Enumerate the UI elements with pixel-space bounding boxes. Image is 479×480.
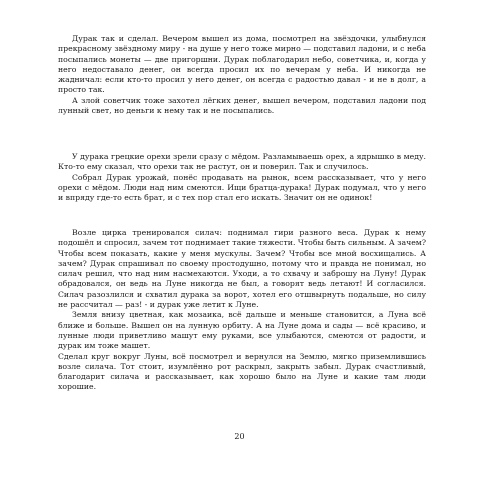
story-section-money — [58, 34, 426, 116]
page-number: 20 — [234, 432, 245, 441]
paragraph: Собрал Дурак урожай, понёс продавать на рынок, всем рассказывает, что у него орехи с мёдом. Люди над ним смеются. Ищи братца-дурака! Дурак подумал, что у него и впряду где-то есть брат, и с тех пор стал его искать. Значит он не одинок! — [58, 172, 426, 203]
paragraph: Возле цирка тренировался силач: поднимал гири разного веса. Дурак к нему подошёл и спросил, зачем тот поднимает такие тяжести. Чтобы быть сильным. А зачем? Чтобы всем показать, какие у меня мускулы. Зачем? Чтобы все мной восхищались. А зачем? Дурак спрашивал по своему простодушно, потому что и правда не понимал, но силач решил, что над ним насмехаются. Уходи, а то схвачу и заброшу на Луну! Дурак обрадовался, он ведь на Луне никогда не был, а говорят ведь летают! И согласился. Силач разозлился и схватил дурака за ворот, хотел его отшвырнуть подальше, но силу не рассчитал — раз! - и дурак уже летит к Луне. — [58, 228, 426, 310]
paragraph: А злой советчик тоже захотел лёгких денег, вышел вечером, подставил ладони под лунный свет, но деньги к нему так и не посыпались. — [58, 95, 426, 116]
paragraph: У дурака грецкие орехи зрели сразу с мёдом. Разламываешь орех, а ядрышко в меду. Кто-то ему сказал, что орехи так не растут, он и поверил. Так и случилось. — [58, 152, 426, 172]
paragraph: Земля внизу цветная, как мозаика, всё дальше и меньше становится, а Луна всё ближе и больше. Вышел он на лунную орбиту. А на Луне дома и сады — всё красиво, и лунные люди приветливо машут ему руками, все улыбаются, смеются от радости, и дурак им тоже машет. — [58, 310, 426, 351]
paragraph: Дурак так и сделал. Вечером вышел из дома, посмотрел на звёздочки, улыбнулся прекрасному звёздному миру - на душе у него тоже мирно — подставил ладони, и с неба посыпались монеты — две пригоршни. Дурак поблагодарил небо, советчика, и, когда у него недоставало денег, он всегда просил их по вечерам у неба. И никогда не жадничал: если кто-то просил у него денег, он всегда с радостью давал - и не в долг, а просто так. — [58, 34, 426, 95]
story-section-walnuts — [58, 152, 426, 203]
paragraph: Сделал круг вокруг Луны, всё посмотрел и вернулся на Землю, мягко приземлившись возле силача. Тот стоит, изумлённо рот раскрыл, закрыть забыл. Дурак счастливый, благодарит силача и рассказывает, как хорошо было на Луне и какие там люди хорошие. — [58, 351, 426, 392]
story-section-moon — [58, 228, 426, 393]
